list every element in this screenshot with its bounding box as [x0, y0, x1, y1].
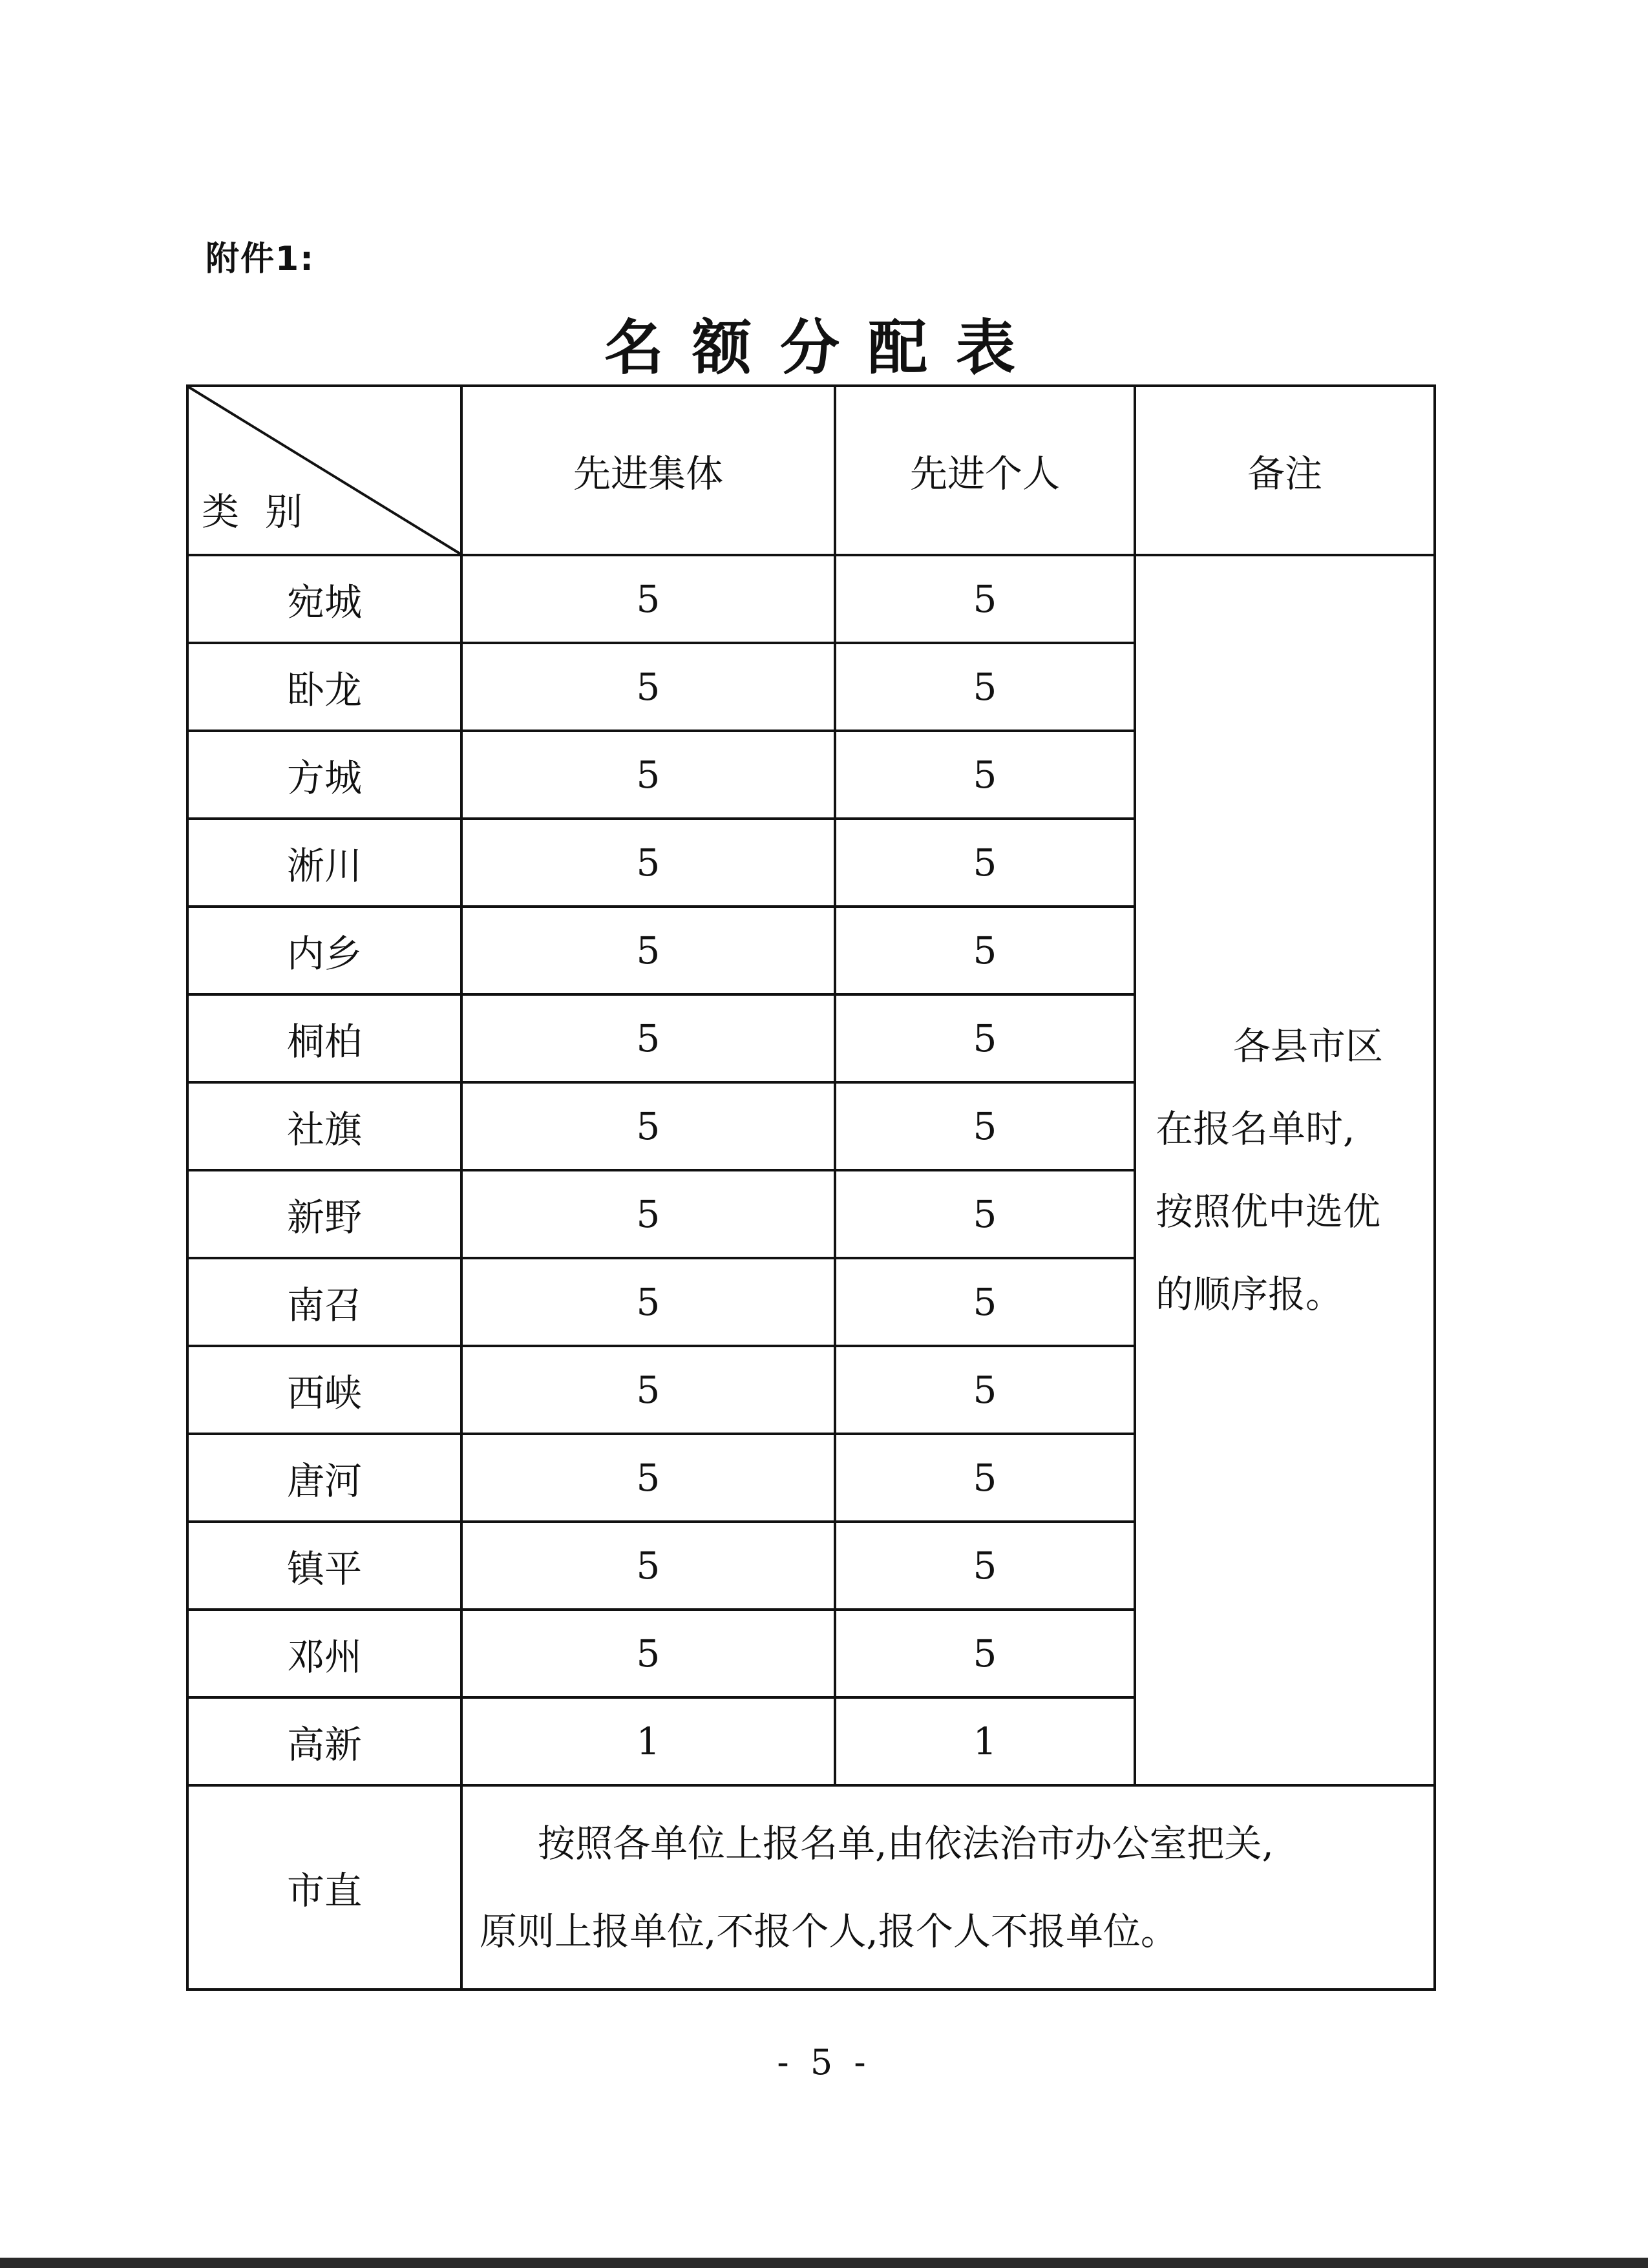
city-note-line2: 原则上报单位,不报个人,报个人不报单位。 — [480, 1909, 1178, 1953]
collective-cell: 5 — [461, 819, 835, 907]
region-cell: 邓州 — [187, 1610, 461, 1697]
collective-cell: 5 — [461, 1434, 835, 1522]
region-cell: 唐河 — [187, 1434, 461, 1522]
individual-cell: 5 — [835, 1610, 1135, 1697]
header-category: 类别 — [202, 490, 329, 534]
collective-cell: 5 — [461, 643, 835, 731]
individual-cell: 5 — [835, 1258, 1135, 1346]
individual-cell: 5 — [835, 555, 1135, 643]
individual-cell: 5 — [835, 1170, 1135, 1258]
individual-cell: 5 — [835, 1522, 1135, 1610]
remark-note-cell — [1135, 555, 1435, 1785]
individual-cell: 5 — [835, 731, 1135, 819]
city-label: 市直 — [187, 1785, 461, 1990]
region-cell: 新野 — [187, 1170, 461, 1258]
individual-cell: 5 — [835, 994, 1135, 1082]
collective-cell: 5 — [461, 555, 835, 643]
collective-cell: 5 — [461, 1522, 835, 1610]
remark-note-line4: 的顺序报。 — [1156, 1272, 1344, 1316]
page-number: - 5 - — [777, 2042, 871, 2083]
collective-cell: 5 — [461, 1170, 835, 1258]
region-cell: 社旗 — [187, 1082, 461, 1170]
individual-cell: 5 — [835, 1346, 1135, 1434]
region-cell: 淅川 — [187, 819, 461, 907]
city-note — [461, 1785, 1435, 1990]
header-advanced-individual: 先进个人 — [835, 386, 1135, 555]
region-cell: 内乡 — [187, 907, 461, 994]
collective-cell: 5 — [461, 1346, 835, 1434]
individual-cell: 5 — [835, 1434, 1135, 1522]
page-title: 名额分配表 — [604, 313, 1044, 383]
city-row — [187, 1785, 1435, 1990]
individual-cell: 1 — [835, 1697, 1135, 1785]
table-header-row — [187, 386, 1435, 555]
table-row — [187, 555, 1435, 643]
header-remarks: 备注 — [1135, 386, 1435, 555]
remark-note-line1: 各县市区 — [1233, 1024, 1384, 1068]
region-cell: 桐柏 — [187, 994, 461, 1082]
collective-cell: 5 — [461, 1610, 835, 1697]
region-cell: 高新 — [187, 1697, 461, 1785]
individual-cell: 5 — [835, 643, 1135, 731]
region-cell: 镇平 — [187, 1522, 461, 1610]
region-cell: 宛城 — [187, 555, 461, 643]
attachment-label: 附件1: — [206, 240, 315, 278]
quota-table — [186, 384, 1436, 1991]
table-body — [187, 555, 1435, 1785]
collective-cell: 5 — [461, 1258, 835, 1346]
header-advanced-collective: 先进集体 — [461, 386, 835, 555]
collective-cell: 5 — [461, 994, 835, 1082]
remark-note-line3: 按照优中选优 — [1156, 1190, 1381, 1234]
collective-cell: 5 — [461, 731, 835, 819]
region-cell: 南召 — [187, 1258, 461, 1346]
remark-note-line2: 在报名单时, — [1156, 1107, 1355, 1151]
region-cell: 西峡 — [187, 1346, 461, 1434]
individual-cell: 5 — [835, 1082, 1135, 1170]
individual-cell: 5 — [835, 907, 1135, 994]
collective-cell: 1 — [461, 1697, 835, 1785]
header-category-cell — [187, 386, 461, 555]
region-cell: 卧龙 — [187, 643, 461, 731]
collective-cell: 5 — [461, 1082, 835, 1170]
individual-cell: 5 — [835, 819, 1135, 907]
city-note-line1: 按照各单位上报名单,由依法治市办公室把关, — [538, 1822, 1274, 1865]
scan-edge-line — [0, 2258, 1648, 2268]
region-cell: 方城 — [187, 731, 461, 819]
collective-cell: 5 — [461, 907, 835, 994]
